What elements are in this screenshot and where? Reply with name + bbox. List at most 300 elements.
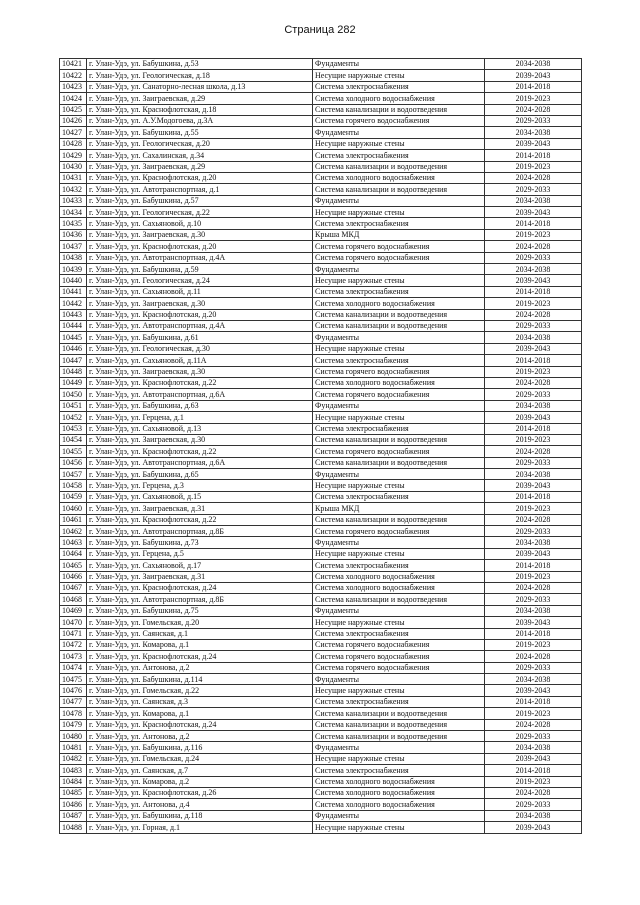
address-cell: г. Улан-Удэ, ул. Антонова, д.4 xyxy=(87,799,313,810)
address-cell: г. Улан-Удэ, ул. Геологическая, д.18 xyxy=(87,70,313,81)
period-cell: 2029-2033 xyxy=(485,115,582,126)
work-type-cell: Система горячего водоснабжения xyxy=(313,252,485,263)
record-id-cell: 10469 xyxy=(60,605,87,616)
work-type-cell: Фундаменты xyxy=(313,742,485,753)
record-id-cell: 10429 xyxy=(60,150,87,161)
address-cell: г. Улан-Удэ, ул. Комарова, д.2 xyxy=(87,776,313,787)
period-cell: 2019-2023 xyxy=(485,639,582,650)
record-id-cell: 10443 xyxy=(60,309,87,320)
record-id-cell: 10427 xyxy=(60,127,87,138)
record-id-cell: 10470 xyxy=(60,617,87,628)
work-type-cell: Система канализации и водоотведения xyxy=(313,434,485,445)
record-id-cell: 10441 xyxy=(60,286,87,297)
table-row xyxy=(60,343,582,354)
address-cell: г. Улан-Удэ, ул. Гомельская, д.20 xyxy=(87,617,313,628)
table-row xyxy=(60,355,582,366)
period-cell: 2029-2033 xyxy=(485,662,582,673)
address-cell: г. Улан-Удэ, ул. Автотранспортная, д.4А xyxy=(87,252,313,263)
work-type-cell: Система холодного водоснабжения xyxy=(313,776,485,787)
address-cell: г. Улан-Удэ, ул. Комарова, д.1 xyxy=(87,708,313,719)
table-row xyxy=(60,708,582,719)
work-type-cell: Система канализации и водоотведения xyxy=(313,731,485,742)
table-row xyxy=(60,537,582,548)
work-type-cell: Система горячего водоснабжения xyxy=(313,366,485,377)
address-cell: г. Улан-Удэ, ул. Автотранспортная, д.8Б xyxy=(87,526,313,537)
record-id-cell: 10448 xyxy=(60,366,87,377)
record-id-cell: 10437 xyxy=(60,241,87,252)
period-cell: 2029-2033 xyxy=(485,252,582,263)
work-type-cell: Фундаменты xyxy=(313,127,485,138)
work-type-cell: Несущие наружные стены xyxy=(313,138,485,149)
record-id-cell: 10459 xyxy=(60,491,87,502)
address-cell: г. Улан-Удэ, ул. Герцена, д.3 xyxy=(87,480,313,491)
period-cell: 2014-2018 xyxy=(485,491,582,502)
address-cell: г. Улан-Удэ, ул. Бабушкина, д.63 xyxy=(87,400,313,411)
table-row xyxy=(60,286,582,297)
period-cell: 2039-2043 xyxy=(485,685,582,696)
address-cell: г. Улан-Удэ, ул. Герцена, д.5 xyxy=(87,548,313,559)
table-row xyxy=(60,446,582,457)
address-cell: г. Улан-Удэ, ул. Бабушкина, д.57 xyxy=(87,195,313,206)
work-type-cell: Система электроснабжения xyxy=(313,491,485,502)
address-cell: г. Улан-Удэ, ул. Сахалинская, д.34 xyxy=(87,150,313,161)
record-id-cell: 10433 xyxy=(60,195,87,206)
period-cell: 2024-2028 xyxy=(485,241,582,252)
address-cell: г. Улан-Удэ, ул. Краснофлотская, д.22 xyxy=(87,377,313,388)
record-id-cell: 10446 xyxy=(60,343,87,354)
work-type-cell: Система канализации и водоотведения xyxy=(313,320,485,331)
record-id-cell: 10424 xyxy=(60,93,87,104)
record-id-cell: 10476 xyxy=(60,685,87,696)
table-row xyxy=(60,275,582,286)
record-id-cell: 10457 xyxy=(60,469,87,480)
period-cell: 2024-2028 xyxy=(485,309,582,320)
table-row xyxy=(60,503,582,514)
period-cell: 2029-2033 xyxy=(485,320,582,331)
record-id-cell: 10436 xyxy=(60,229,87,240)
period-cell: 2029-2033 xyxy=(485,799,582,810)
table-row xyxy=(60,560,582,571)
address-cell: г. Улан-Удэ, ул. Геологическая, д.30 xyxy=(87,343,313,354)
address-cell: г. Улан-Удэ, ул. Бабушкина, д.116 xyxy=(87,742,313,753)
period-cell: 2039-2043 xyxy=(485,207,582,218)
address-cell: г. Улан-Удэ, ул. Бабушкина, д.53 xyxy=(87,59,313,70)
work-type-cell: Система холодного водоснабжения xyxy=(313,93,485,104)
period-cell: 2034-2038 xyxy=(485,605,582,616)
address-cell: г. Улан-Удэ, ул. Заиграевская, д.29 xyxy=(87,161,313,172)
table-row xyxy=(60,400,582,411)
period-cell: 2034-2038 xyxy=(485,195,582,206)
table-row xyxy=(60,776,582,787)
period-cell: 2014-2018 xyxy=(485,150,582,161)
address-cell: г. Улан-Удэ, ул. Бабушкина, д.59 xyxy=(87,264,313,275)
table-row xyxy=(60,309,582,320)
record-id-cell: 10450 xyxy=(60,389,87,400)
period-cell: 2019-2023 xyxy=(485,298,582,309)
work-type-cell: Система горячего водоснабжения xyxy=(313,389,485,400)
period-cell: 2034-2038 xyxy=(485,264,582,275)
work-type-cell: Несущие наружные стены xyxy=(313,480,485,491)
work-type-cell: Фундаменты xyxy=(313,537,485,548)
table-row xyxy=(60,81,582,92)
work-type-cell: Несущие наружные стены xyxy=(313,343,485,354)
work-type-cell: Система горячего водоснабжения xyxy=(313,115,485,126)
address-cell: г. Улан-Удэ, ул. Краснофлотская, д.20 xyxy=(87,241,313,252)
record-id-cell: 10463 xyxy=(60,537,87,548)
record-id-cell: 10483 xyxy=(60,765,87,776)
work-type-cell: Система канализации и водоотведения xyxy=(313,514,485,525)
work-type-cell: Система холодного водоснабжения xyxy=(313,582,485,593)
table-row xyxy=(60,150,582,161)
table-row xyxy=(60,423,582,434)
work-type-cell: Система канализации и водоотведения xyxy=(313,104,485,115)
work-type-cell: Фундаменты xyxy=(313,332,485,343)
period-cell: 2019-2023 xyxy=(485,571,582,582)
table-row xyxy=(60,457,582,468)
period-cell: 2029-2033 xyxy=(485,731,582,742)
work-type-cell: Несущие наружные стены xyxy=(313,617,485,628)
record-id-cell: 10472 xyxy=(60,639,87,650)
table-row xyxy=(60,320,582,331)
table-row xyxy=(60,765,582,776)
table-row xyxy=(60,93,582,104)
record-id-cell: 10425 xyxy=(60,104,87,115)
record-id-cell: 10480 xyxy=(60,731,87,742)
period-cell: 2029-2033 xyxy=(485,457,582,468)
table-row xyxy=(60,115,582,126)
work-type-cell: Система холодного водоснабжения xyxy=(313,571,485,582)
work-type-cell: Система канализации и водоотведения xyxy=(313,457,485,468)
record-id-cell: 10453 xyxy=(60,423,87,434)
period-cell: 2019-2023 xyxy=(485,434,582,445)
table-row xyxy=(60,822,582,833)
table-row xyxy=(60,526,582,537)
address-cell: г. Улан-Удэ, ул. Заиграевская, д.30 xyxy=(87,298,313,309)
address-cell: г. Улан-Удэ, ул. А.У.Модогоева, д.3А xyxy=(87,115,313,126)
period-cell: 2014-2018 xyxy=(485,696,582,707)
address-cell: г. Улан-Удэ, ул. Антонова, д.2 xyxy=(87,731,313,742)
table-row xyxy=(60,628,582,639)
work-type-cell: Фундаменты xyxy=(313,264,485,275)
record-id-cell: 10440 xyxy=(60,275,87,286)
address-cell: г. Улан-Удэ, ул. Заиграевская, д.30 xyxy=(87,434,313,445)
address-cell: г. Улан-Удэ, ул. Бабушкина, д.73 xyxy=(87,537,313,548)
table-row xyxy=(60,104,582,115)
record-id-cell: 10451 xyxy=(60,400,87,411)
address-cell: г. Улан-Удэ, ул. Автотранспортная, д.4А xyxy=(87,320,313,331)
work-type-cell: Система электроснабжения xyxy=(313,628,485,639)
record-id-cell: 10423 xyxy=(60,81,87,92)
address-cell: г. Улан-Удэ, ул. Автотранспортная, д.1 xyxy=(87,184,313,195)
period-cell: 2019-2023 xyxy=(485,503,582,514)
address-cell: г. Улан-Удэ, ул. Краснофлотская, д.22 xyxy=(87,514,313,525)
period-cell: 2039-2043 xyxy=(485,480,582,491)
period-cell: 2024-2028 xyxy=(485,788,582,799)
table-row xyxy=(60,617,582,628)
record-id-cell: 10421 xyxy=(60,59,87,70)
table-row xyxy=(60,298,582,309)
record-id-cell: 10428 xyxy=(60,138,87,149)
period-cell: 2024-2028 xyxy=(485,514,582,525)
period-cell: 2034-2038 xyxy=(485,537,582,548)
period-cell: 2039-2043 xyxy=(485,548,582,559)
period-cell: 2019-2023 xyxy=(485,366,582,377)
period-cell: 2034-2038 xyxy=(485,332,582,343)
work-type-cell: Система канализации и водоотведения xyxy=(313,594,485,605)
address-cell: г. Улан-Удэ, ул. Краснофлотская, д.26 xyxy=(87,788,313,799)
address-cell: г. Улан-Удэ, ул. Саянская, д.3 xyxy=(87,696,313,707)
period-cell: 2039-2043 xyxy=(485,753,582,764)
record-id-cell: 10422 xyxy=(60,70,87,81)
table-row xyxy=(60,389,582,400)
address-cell: г. Улан-Удэ, ул. Краснофлотская, д.24 xyxy=(87,582,313,593)
period-cell: 2014-2018 xyxy=(485,628,582,639)
work-type-cell: Система электроснабжения xyxy=(313,560,485,571)
record-id-cell: 10430 xyxy=(60,161,87,172)
table-row xyxy=(60,594,582,605)
table-row xyxy=(60,605,582,616)
work-type-cell: Фундаменты xyxy=(313,469,485,480)
table-row xyxy=(60,674,582,685)
record-id-cell: 10467 xyxy=(60,582,87,593)
period-cell: 2034-2038 xyxy=(485,810,582,821)
record-id-cell: 10477 xyxy=(60,696,87,707)
address-cell: г. Улан-Удэ, ул. Заиграевская, д.31 xyxy=(87,571,313,582)
table-row xyxy=(60,696,582,707)
work-type-cell: Система горячего водоснабжения xyxy=(313,446,485,457)
table-row xyxy=(60,127,582,138)
address-cell: г. Улан-Удэ, ул. Геологическая, д.24 xyxy=(87,275,313,286)
table-row xyxy=(60,241,582,252)
period-cell: 2014-2018 xyxy=(485,81,582,92)
period-cell: 2024-2028 xyxy=(485,719,582,730)
work-type-cell: Система электроснабжения xyxy=(313,696,485,707)
work-type-cell: Несущие наружные стены xyxy=(313,548,485,559)
table-row xyxy=(60,685,582,696)
work-type-cell: Система горячего водоснабжения xyxy=(313,639,485,650)
address-cell: г. Улан-Удэ, ул. Сахьяновой, д.11 xyxy=(87,286,313,297)
table-row xyxy=(60,731,582,742)
work-type-cell: Система горячего водоснабжения xyxy=(313,526,485,537)
table-row xyxy=(60,788,582,799)
period-cell: 2034-2038 xyxy=(485,674,582,685)
period-cell: 2029-2033 xyxy=(485,526,582,537)
record-id-cell: 10475 xyxy=(60,674,87,685)
period-cell: 2039-2043 xyxy=(485,412,582,423)
work-type-cell: Фундаменты xyxy=(313,195,485,206)
table-row xyxy=(60,195,582,206)
period-cell: 2019-2023 xyxy=(485,708,582,719)
table-row xyxy=(60,229,582,240)
address-cell: г. Улан-Удэ, ул. Комарова, д.1 xyxy=(87,639,313,650)
table-row xyxy=(60,366,582,377)
period-cell: 2039-2043 xyxy=(485,617,582,628)
address-cell: г. Улан-Удэ, ул. Сахьяновой, д.17 xyxy=(87,560,313,571)
period-cell: 2019-2023 xyxy=(485,776,582,787)
work-type-cell: Фундаменты xyxy=(313,674,485,685)
address-cell: г. Улан-Удэ, ул. Бабушкина, д.55 xyxy=(87,127,313,138)
address-cell: г. Улан-Удэ, ул. Краснофлотская, д.24 xyxy=(87,719,313,730)
period-cell: 2024-2028 xyxy=(485,377,582,388)
address-cell: г. Улан-Удэ, ул. Бабушкина, д.65 xyxy=(87,469,313,480)
address-cell: г. Улан-Удэ, ул. Сахьяновой, д.11А xyxy=(87,355,313,366)
address-cell: г. Улан-Удэ, ул. Бабушкина, д.114 xyxy=(87,674,313,685)
address-cell: г. Улан-Удэ, ул. Сахьяновой, д.13 xyxy=(87,423,313,434)
record-id-cell: 10458 xyxy=(60,480,87,491)
work-type-cell: Система холодного водоснабжения xyxy=(313,799,485,810)
table-row xyxy=(60,218,582,229)
record-id-cell: 10485 xyxy=(60,788,87,799)
address-cell: г. Улан-Удэ, ул. Антонова, д.2 xyxy=(87,662,313,673)
record-id-cell: 10486 xyxy=(60,799,87,810)
table-row xyxy=(60,719,582,730)
record-id-cell: 10482 xyxy=(60,753,87,764)
address-cell: г. Улан-Удэ, ул. Краснофлотская, д.22 xyxy=(87,446,313,457)
table-row xyxy=(60,469,582,480)
table-row xyxy=(60,184,582,195)
period-cell: 2014-2018 xyxy=(485,560,582,571)
work-type-cell: Фундаменты xyxy=(313,810,485,821)
record-id-cell: 10488 xyxy=(60,822,87,833)
work-type-cell: Несущие наружные стены xyxy=(313,70,485,81)
work-type-cell: Система электроснабжения xyxy=(313,150,485,161)
work-type-cell: Система холодного водоснабжения xyxy=(313,172,485,183)
record-id-cell: 10455 xyxy=(60,446,87,457)
address-cell: г. Улан-Удэ, ул. Сахьяновой, д.15 xyxy=(87,491,313,502)
record-id-cell: 10454 xyxy=(60,434,87,445)
record-id-cell: 10426 xyxy=(60,115,87,126)
record-id-cell: 10462 xyxy=(60,526,87,537)
address-cell: г. Улан-Удэ, ул. Сахьяновой, д.10 xyxy=(87,218,313,229)
table-row xyxy=(60,651,582,662)
period-cell: 2039-2043 xyxy=(485,275,582,286)
work-type-cell: Система электроснабжения xyxy=(313,765,485,776)
record-id-cell: 10468 xyxy=(60,594,87,605)
work-type-cell: Несущие наружные стены xyxy=(313,685,485,696)
record-id-cell: 10442 xyxy=(60,298,87,309)
address-cell: г. Улан-Удэ, ул. Санаторно-лесная школа, д.13 xyxy=(87,81,313,92)
work-type-cell: Система канализации и водоотведения xyxy=(313,719,485,730)
work-type-cell: Система канализации и водоотведения xyxy=(313,161,485,172)
work-type-cell: Система холодного водоснабжения xyxy=(313,298,485,309)
work-type-cell: Система канализации и водоотведения xyxy=(313,184,485,195)
table-row xyxy=(60,491,582,502)
period-cell: 2024-2028 xyxy=(485,172,582,183)
table-row xyxy=(60,412,582,423)
record-id-cell: 10466 xyxy=(60,571,87,582)
address-cell: г. Улан-Удэ, ул. Саянская, д.1 xyxy=(87,628,313,639)
work-type-cell: Фундаменты xyxy=(313,59,485,70)
record-id-cell: 10474 xyxy=(60,662,87,673)
address-cell: г. Улан-Удэ, ул. Горная, д.1 xyxy=(87,822,313,833)
work-type-cell: Крыша МКД xyxy=(313,503,485,514)
record-id-cell: 10456 xyxy=(60,457,87,468)
period-cell: 2039-2043 xyxy=(485,822,582,833)
record-id-cell: 10465 xyxy=(60,560,87,571)
address-cell: г. Улан-Удэ, ул. Бабушкина, д.61 xyxy=(87,332,313,343)
period-cell: 2014-2018 xyxy=(485,355,582,366)
record-id-cell: 10473 xyxy=(60,651,87,662)
period-cell: 2024-2028 xyxy=(485,651,582,662)
period-cell: 2039-2043 xyxy=(485,343,582,354)
work-type-cell: Система электроснабжения xyxy=(313,286,485,297)
record-id-cell: 10444 xyxy=(60,320,87,331)
address-cell: г. Улан-Удэ, ул. Гомельская, д.24 xyxy=(87,753,313,764)
table-row xyxy=(60,434,582,445)
address-cell: г. Улан-Удэ, ул. Краснофлотская, д.20 xyxy=(87,172,313,183)
table-row xyxy=(60,161,582,172)
address-cell: г. Улан-Удэ, ул. Краснофлотская, д.24 xyxy=(87,651,313,662)
table-row xyxy=(60,70,582,81)
work-type-cell: Система канализации и водоотведения xyxy=(313,708,485,719)
period-cell: 2029-2033 xyxy=(485,594,582,605)
address-cell: г. Улан-Удэ, ул. Бабушкина, д.118 xyxy=(87,810,313,821)
work-type-cell: Несущие наружные стены xyxy=(313,207,485,218)
table-row xyxy=(60,172,582,183)
table-row xyxy=(60,138,582,149)
table-row xyxy=(60,742,582,753)
work-type-cell: Крыша МКД xyxy=(313,229,485,240)
table-row xyxy=(60,799,582,810)
work-type-cell: Система электроснабжения xyxy=(313,81,485,92)
table-row xyxy=(60,639,582,650)
address-cell: г. Улан-Удэ, ул. Бабушкина, д.75 xyxy=(87,605,313,616)
address-cell: г. Улан-Удэ, ул. Заиграевская, д.31 xyxy=(87,503,313,514)
address-cell: г. Улан-Удэ, ул. Гомельская, д.22 xyxy=(87,685,313,696)
table-row xyxy=(60,753,582,764)
address-cell: г. Улан-Удэ, ул. Автотранспортная, д.8Б xyxy=(87,594,313,605)
period-cell: 2014-2018 xyxy=(485,765,582,776)
period-cell: 2019-2023 xyxy=(485,229,582,240)
work-type-cell: Система холодного водоснабжения xyxy=(313,377,485,388)
record-id-cell: 10447 xyxy=(60,355,87,366)
work-type-cell: Система холодного водоснабжения xyxy=(313,788,485,799)
table-row xyxy=(60,252,582,263)
address-cell: г. Улан-Удэ, ул. Заиграевская, д.30 xyxy=(87,229,313,240)
period-cell: 2034-2038 xyxy=(485,400,582,411)
record-id-cell: 10452 xyxy=(60,412,87,423)
table-row xyxy=(60,332,582,343)
address-cell: г. Улан-Удэ, ул. Автотранспортная, д.6А xyxy=(87,389,313,400)
records-table xyxy=(59,58,582,834)
table-row xyxy=(60,207,582,218)
work-type-cell: Система электроснабжения xyxy=(313,355,485,366)
address-cell: г. Улан-Удэ, ул. Автотранспортная, д.6А xyxy=(87,457,313,468)
record-id-cell: 10434 xyxy=(60,207,87,218)
address-cell: г. Улан-Удэ, ул. Заиграевская, д.29 xyxy=(87,93,313,104)
record-id-cell: 10439 xyxy=(60,264,87,275)
record-id-cell: 10445 xyxy=(60,332,87,343)
table-row xyxy=(60,571,582,582)
table-row xyxy=(60,59,582,70)
work-type-cell: Фундаменты xyxy=(313,605,485,616)
record-id-cell: 10438 xyxy=(60,252,87,263)
period-cell: 2024-2028 xyxy=(485,582,582,593)
record-id-cell: 10487 xyxy=(60,810,87,821)
table-row xyxy=(60,514,582,525)
record-id-cell: 10449 xyxy=(60,377,87,388)
record-id-cell: 10460 xyxy=(60,503,87,514)
period-cell: 2034-2038 xyxy=(485,742,582,753)
record-id-cell: 10484 xyxy=(60,776,87,787)
record-id-cell: 10481 xyxy=(60,742,87,753)
work-type-cell: Фундаменты xyxy=(313,400,485,411)
address-cell: г. Улан-Удэ, ул. Саянская, д.7 xyxy=(87,765,313,776)
table-row xyxy=(60,377,582,388)
period-cell: 2019-2023 xyxy=(485,161,582,172)
work-type-cell: Несущие наружные стены xyxy=(313,822,485,833)
record-id-cell: 10461 xyxy=(60,514,87,525)
